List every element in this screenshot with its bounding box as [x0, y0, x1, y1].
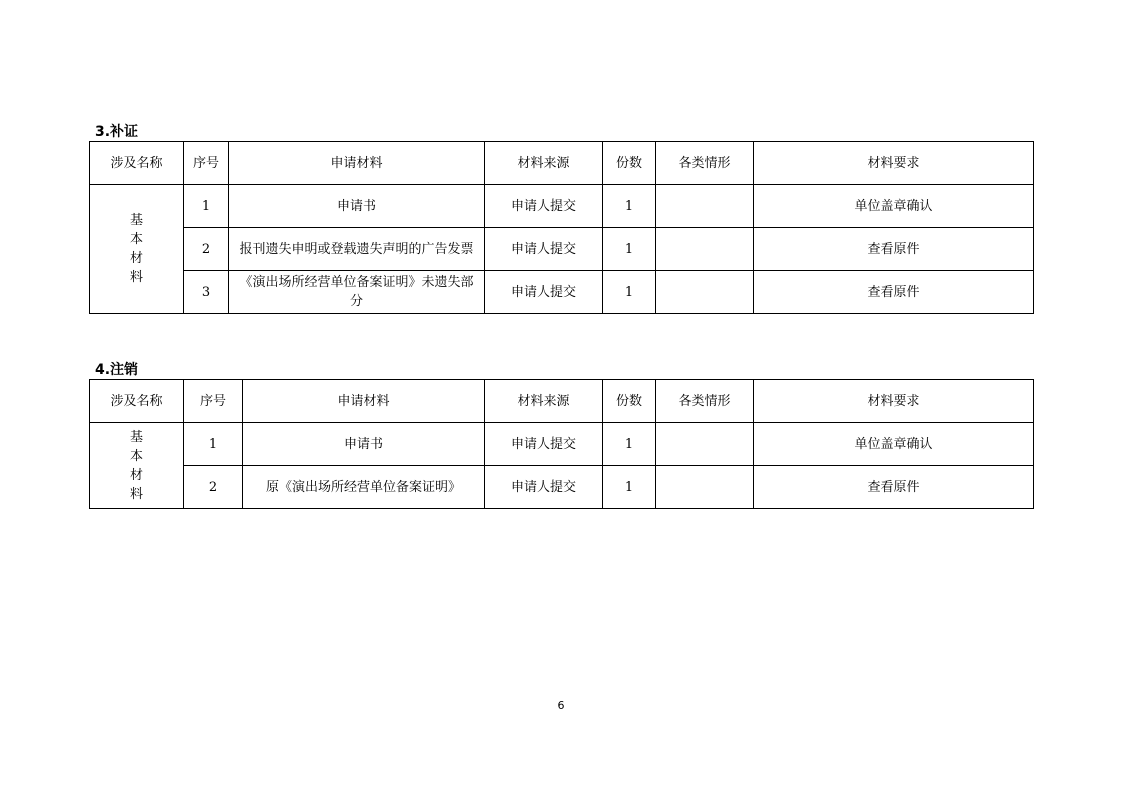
header-copies: 份数: [603, 142, 656, 185]
group-label-char: 基: [129, 213, 143, 228]
section-title-cancellation: 4.注销: [95, 362, 139, 378]
row-situation: [656, 466, 754, 509]
row-material: 报刊遗失申明或登载遗失声明的广告发票: [229, 228, 485, 271]
row-requirement: 单位盖章确认: [754, 185, 1034, 228]
table-row: [90, 228, 1034, 271]
row-source: 申请人提交: [485, 271, 603, 314]
group-label-char: 料: [129, 486, 143, 502]
row-requirement: 查看原件: [754, 466, 1034, 509]
row-copies: 1: [603, 466, 656, 509]
group-label-char: 本: [129, 232, 143, 247]
header-copies: 份数: [603, 380, 656, 423]
row-requirement: 查看原件: [754, 228, 1034, 271]
row-situation: [656, 271, 754, 314]
row-situation: [656, 423, 754, 466]
row-copies: 1: [603, 228, 656, 271]
header-material: 申请材料: [243, 380, 485, 423]
cancellation-materials-table: [89, 379, 1034, 509]
row-material: 原《演出场所经营单位备案证明》: [243, 466, 485, 509]
basic-materials-label: [90, 185, 184, 314]
table-row: [90, 271, 1034, 314]
row-serial-no: 3: [184, 271, 229, 314]
group-label-char: 材: [129, 467, 143, 483]
header-requirement: 材料要求: [754, 142, 1034, 185]
table-header-row: [90, 380, 1034, 423]
header-source: 材料来源: [485, 380, 603, 423]
table-row: [90, 185, 1034, 228]
row-material: 申请书: [229, 185, 485, 228]
row-requirement: 查看原件: [754, 271, 1034, 314]
group-label-char: 材: [129, 251, 143, 266]
row-source: 申请人提交: [485, 423, 603, 466]
header-situation: 各类情形: [656, 142, 754, 185]
header-situation: 各类情形: [656, 380, 754, 423]
row-serial-no: 2: [184, 228, 229, 271]
row-copies: 1: [603, 271, 656, 314]
replacement-materials-table: [89, 141, 1034, 314]
group-label-char: 料: [129, 270, 143, 285]
header-material: 申请材料: [229, 142, 485, 185]
table-header-row: [90, 142, 1034, 185]
header-source: 材料来源: [485, 142, 603, 185]
group-label-char: 本: [129, 448, 143, 464]
row-copies: 1: [603, 423, 656, 466]
header-requirement: 材料要求: [754, 380, 1034, 423]
header-involved-name: 涉及名称: [90, 142, 184, 185]
row-source: 申请人提交: [485, 185, 603, 228]
table-row: [90, 466, 1034, 509]
row-serial-no: 1: [184, 185, 229, 228]
row-copies: 1: [603, 185, 656, 228]
section-title-replacement: 3.补证: [95, 124, 139, 140]
row-material: 《演出场所经营单位备案证明》未遗失部分: [229, 271, 485, 314]
page-number: 6: [557, 699, 565, 712]
header-involved-name: 涉及名称: [90, 380, 184, 423]
header-serial-no: 序号: [184, 142, 229, 185]
row-material: 申请书: [243, 423, 485, 466]
group-label-char: 基: [129, 429, 143, 445]
row-serial-no: 2: [184, 466, 243, 509]
row-situation: [656, 185, 754, 228]
row-source: 申请人提交: [485, 228, 603, 271]
basic-materials-label: [90, 423, 184, 509]
header-serial-no: 序号: [184, 380, 243, 423]
row-requirement: 单位盖章确认: [754, 423, 1034, 466]
row-serial-no: 1: [184, 423, 243, 466]
row-situation: [656, 228, 754, 271]
table-row: [90, 423, 1034, 466]
row-source: 申请人提交: [485, 466, 603, 509]
